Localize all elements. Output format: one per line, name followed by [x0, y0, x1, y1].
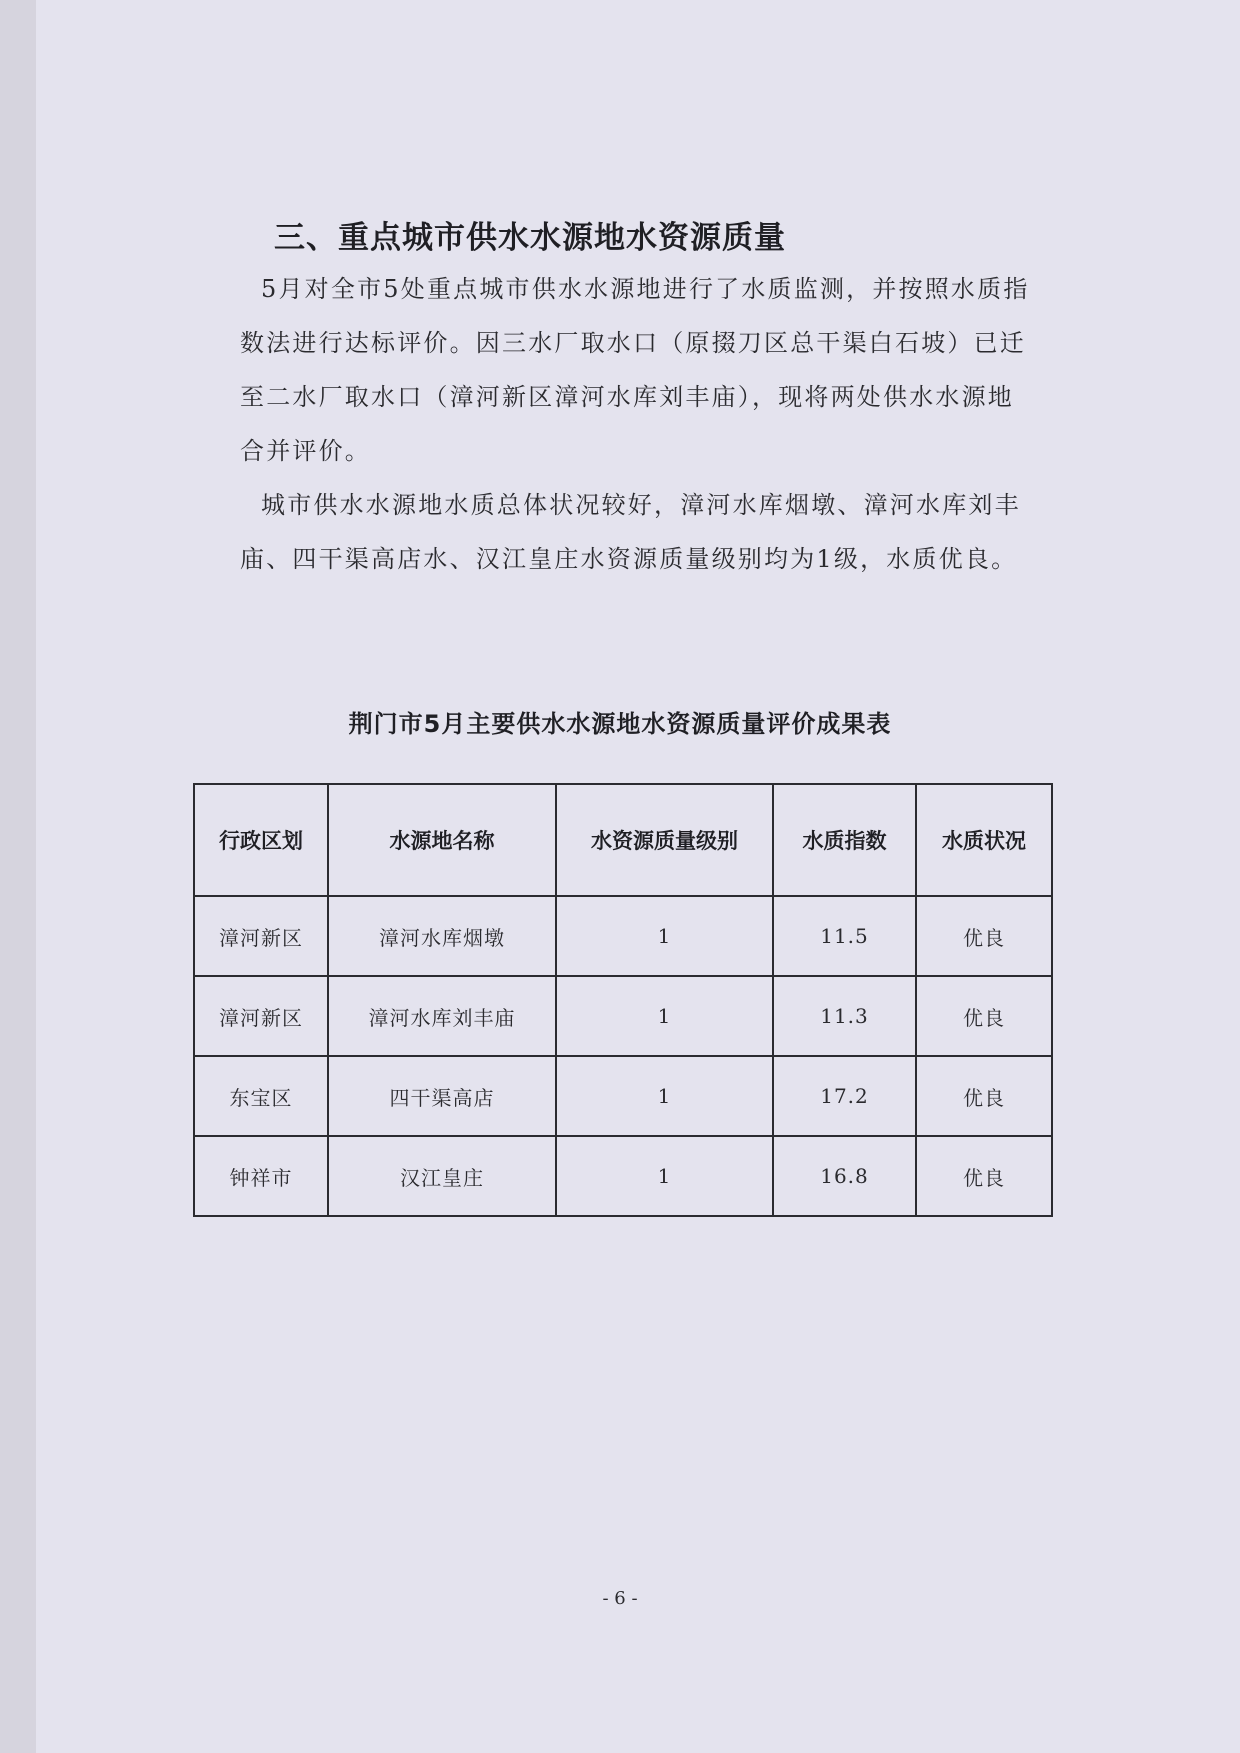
- table-header-row: [194, 784, 1052, 896]
- paragraph-monitoring-text: 5月对全市5处重点城市供水水源地进行了水质监测，并按照水质指数法进行达标评价。因三水厂取水口（原掇刀区总干渠白石坡）已迁至二水厂取水口（漳河新区漳河水库刘丰庙），现将两处供水水源地合并评价。: [240, 275, 1030, 465]
- cell-district: 钟祥市: [194, 1136, 328, 1216]
- cell-quality-grade: 1: [556, 896, 773, 976]
- cell-district: 漳河新区: [194, 976, 328, 1056]
- page-number: - 6 -: [602, 1588, 638, 1609]
- cell-source-name: 汉江皇庄: [328, 1136, 556, 1216]
- cell-quality-grade: 1: [556, 976, 773, 1056]
- section-heading: 三、重点城市供水水源地水资源质量: [274, 220, 786, 256]
- cell-quality-index: 17.2: [773, 1056, 916, 1136]
- table-row: [194, 976, 1052, 1056]
- table-row: [194, 1136, 1052, 1216]
- paragraph-monitoring: [240, 262, 1030, 478]
- cell-quality-status: 优良: [916, 1056, 1052, 1136]
- cell-quality-status: 优良: [916, 976, 1052, 1056]
- cell-district: 东宝区: [194, 1056, 328, 1136]
- cell-quality-grade: 1: [556, 1056, 773, 1136]
- cell-quality-index: 16.8: [773, 1136, 916, 1216]
- header-source-name: 水源地名称: [328, 784, 556, 896]
- cell-source-name: 漳河水库刘丰庙: [328, 976, 556, 1056]
- table-row: [194, 1056, 1052, 1136]
- paragraph-status-text: 城市供水水源地水质总体状况较好，漳河水库烟墩、漳河水库刘丰庙、四干渠高店水、汉江皇庄水资源质量级别均为1级，水质优良。: [240, 491, 1021, 573]
- cell-source-name: 漳河水库烟墩: [328, 896, 556, 976]
- header-quality-status: 水质状况: [916, 784, 1052, 896]
- water-quality-table: [193, 783, 1053, 1217]
- table-title: 荆门市5月主要供水水源地水资源质量评价成果表: [348, 710, 892, 738]
- cell-quality-status: 优良: [916, 1136, 1052, 1216]
- header-quality-index: 水质指数: [773, 784, 916, 896]
- cell-quality-status: 优良: [916, 896, 1052, 976]
- cell-quality-index: 11.3: [773, 976, 916, 1056]
- table-row: [194, 896, 1052, 976]
- paragraph-status: [240, 478, 1030, 586]
- cell-quality-grade: 1: [556, 1136, 773, 1216]
- header-quality-grade: 水资源质量级别: [556, 784, 773, 896]
- cell-quality-index: 11.5: [773, 896, 916, 976]
- cell-source-name: 四干渠高店: [328, 1056, 556, 1136]
- header-district: 行政区划: [194, 784, 328, 896]
- cell-district: 漳河新区: [194, 896, 328, 976]
